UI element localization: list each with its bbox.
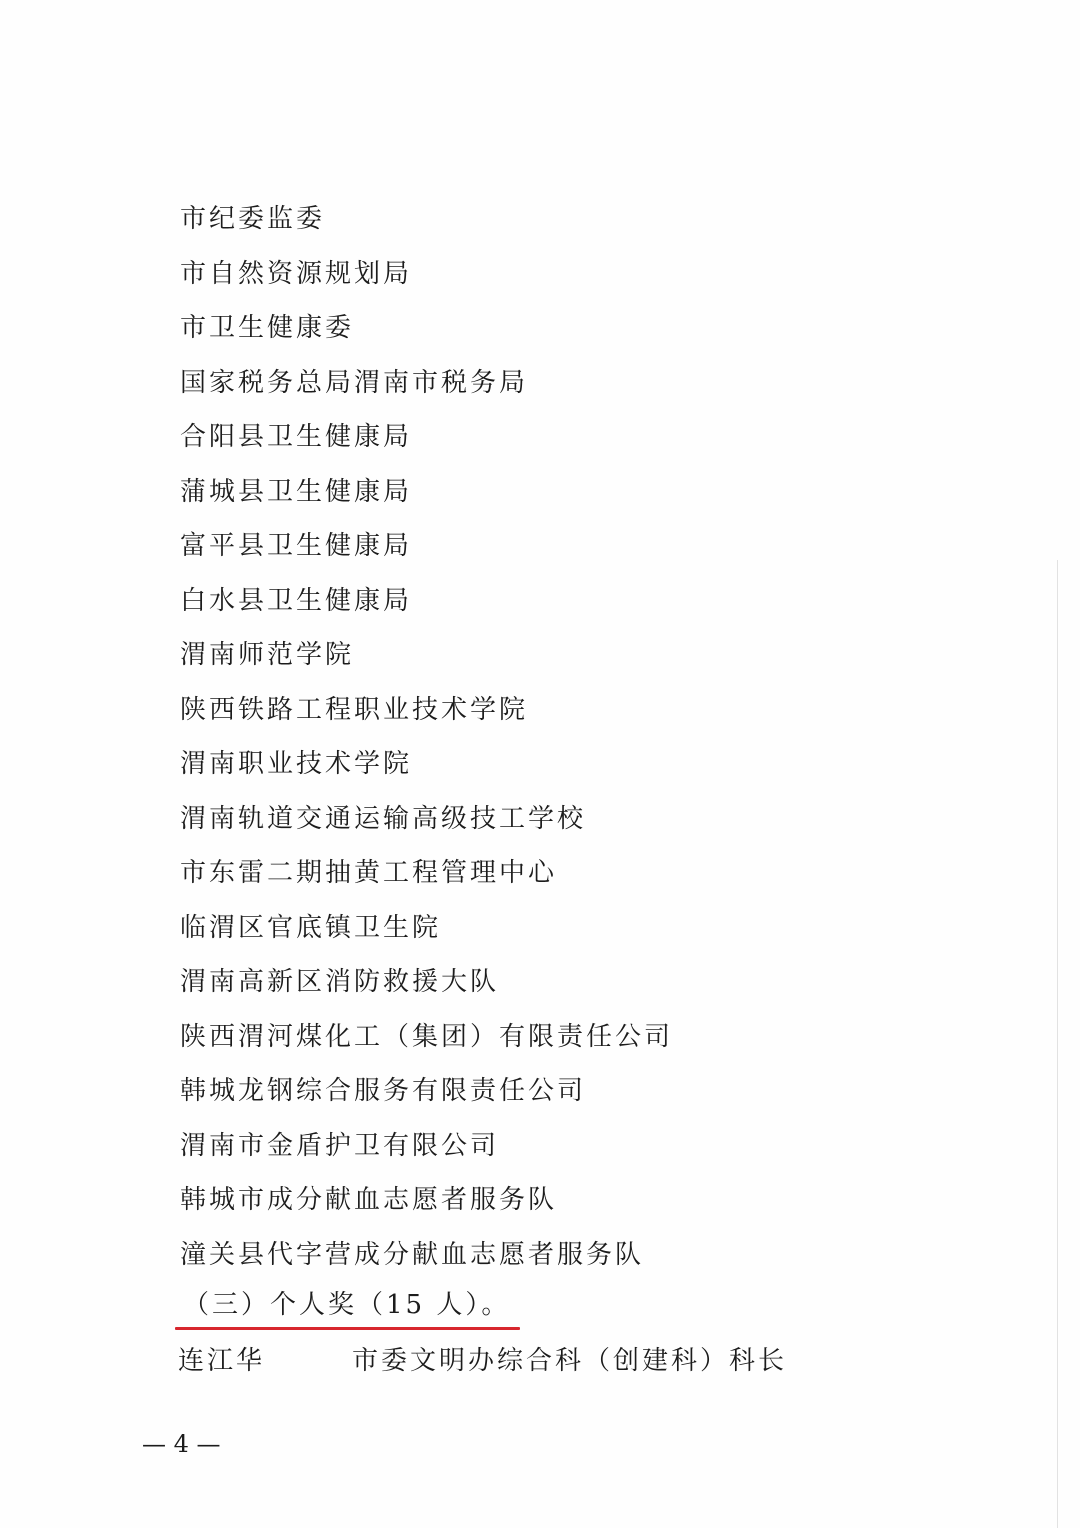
- organization-item: 市纪委监委: [180, 204, 326, 234]
- individual-name: 连江华: [178, 1346, 266, 1376]
- organization-item: 市卫生健康委: [180, 313, 355, 343]
- organization-item: 渭南师范学院: [180, 640, 355, 670]
- organization-item: 富平县卫生健康局: [180, 531, 413, 561]
- organization-item: 渭南职业技术学院: [180, 749, 413, 779]
- organization-item: 渭南高新区消防救援大队: [180, 967, 500, 997]
- scan-edge-line: [1057, 560, 1058, 1528]
- organization-item: 渭南市金盾护卫有限公司: [180, 1130, 500, 1161]
- individual-title: 市委文明办综合科（创建科）科长: [352, 1346, 788, 1376]
- organization-item: 市东雷二期抽黄工程管理中心: [180, 858, 558, 888]
- organization-item: 陕西铁路工程职业技术学院: [180, 694, 529, 725]
- page-number: — 4 —: [142, 1430, 221, 1458]
- organization-item: 陕西渭河煤化工（集团）有限责任公司: [180, 1021, 674, 1052]
- organization-item: 国家税务总局渭南市税务局: [180, 367, 529, 398]
- organization-item: 渭南轨道交通运输高级技工学校: [180, 803, 587, 834]
- organization-item: 市自然资源规划局: [180, 258, 413, 289]
- organization-item: 韩城市成分献血志愿者服务队: [180, 1185, 558, 1215]
- section-heading-individual-award: （三）个人奖（15 人）。: [183, 1290, 511, 1320]
- organization-item: 潼关县代字营成分献血志愿者服务队: [180, 1239, 645, 1270]
- organization-list: [180, 192, 673, 1282]
- organization-item: 韩城龙钢综合服务有限责任公司: [180, 1076, 587, 1106]
- organization-item: 临渭区官底镇卫生院: [180, 912, 442, 943]
- red-underline-annotation: [175, 1327, 520, 1330]
- organization-item: 合阳县卫生健康局: [180, 422, 413, 452]
- organization-item: 蒲城县卫生健康局: [180, 476, 413, 507]
- organization-item: 白水县卫生健康局: [180, 585, 413, 616]
